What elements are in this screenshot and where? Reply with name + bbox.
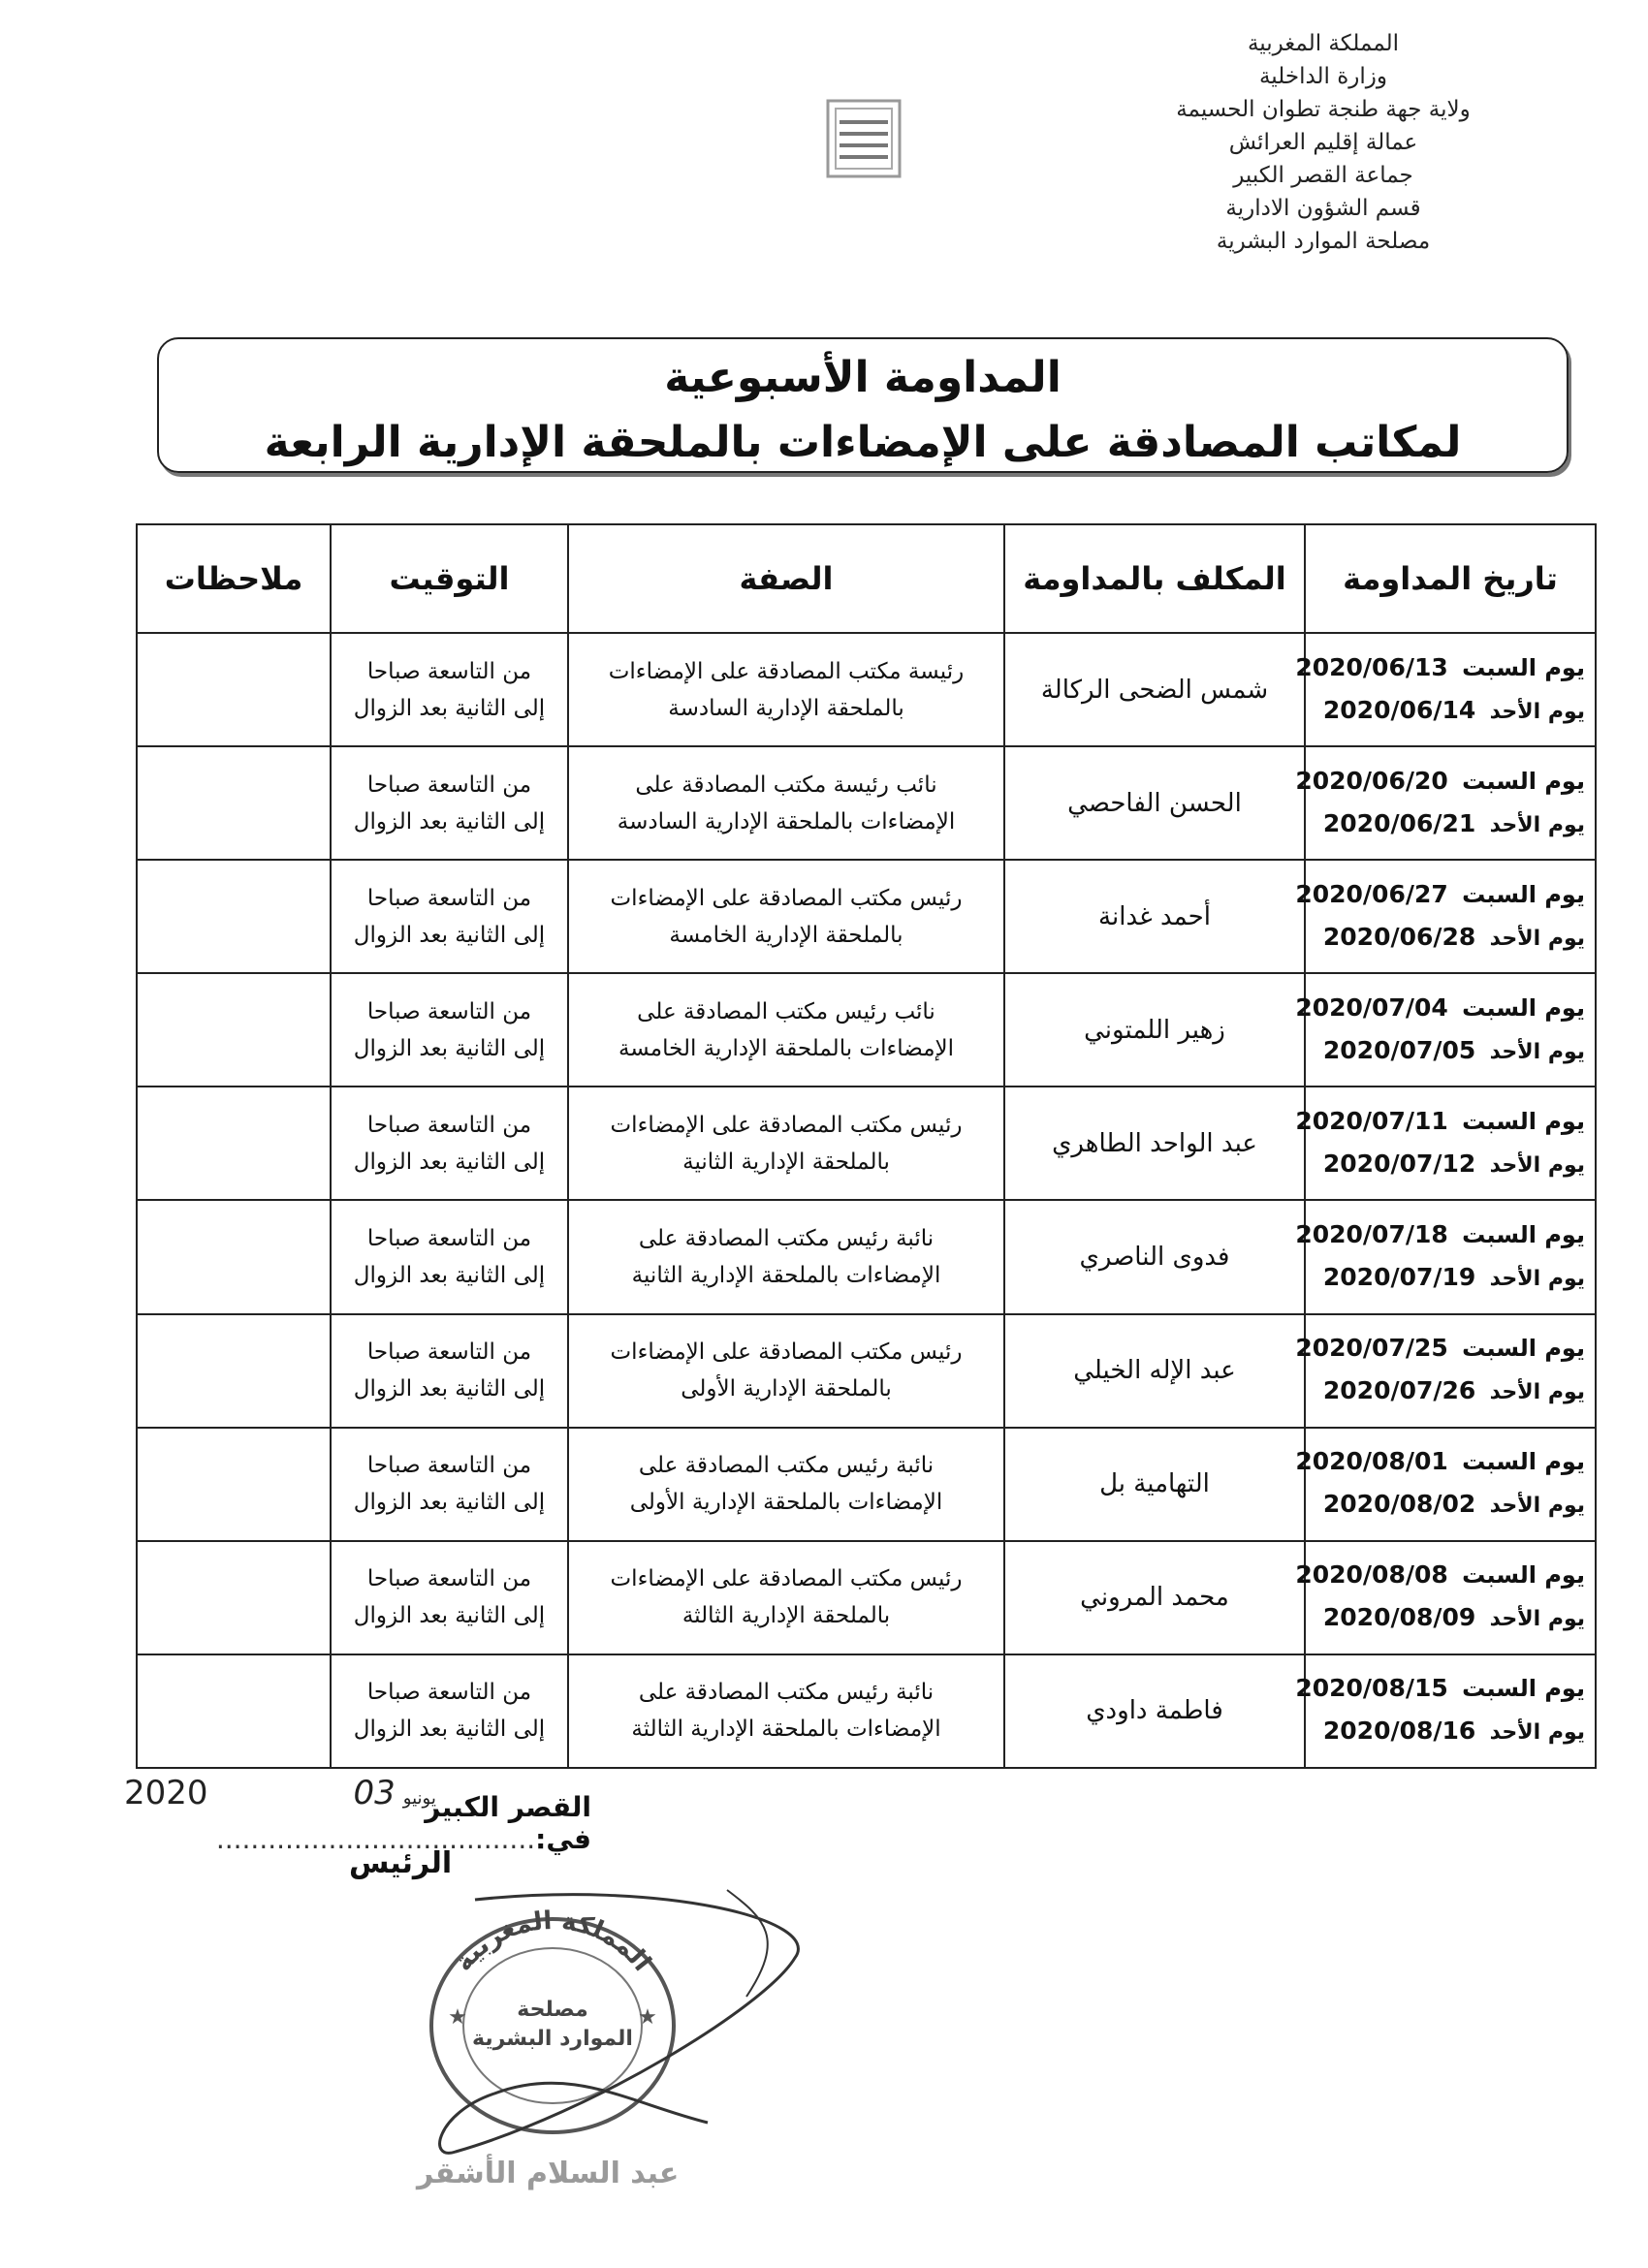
sunday-date: 2020/08/16: [1322, 1717, 1476, 1746]
duty-schedule-table: [136, 523, 1597, 1769]
sunday-line: يوم الأحد 2020/07/19: [1315, 1256, 1585, 1301]
duty-date-cell: [1295, 860, 1596, 973]
duty-date-cell: [1295, 1654, 1596, 1768]
role-line: رئيس مكتب المصادقة على الإمضاءات: [610, 1339, 963, 1366]
table-row: [137, 1314, 1596, 1428]
sunday-date: 2020/06/28: [1322, 922, 1476, 951]
table-row: [137, 746, 1596, 860]
table-header-row: [137, 524, 1596, 633]
sunday-line: يوم الأحد 2020/08/02: [1315, 1483, 1585, 1528]
time-start: من التاسعة صباحا: [366, 1566, 532, 1592]
president-label: الرئيس: [349, 1846, 453, 1880]
duty-date-cell: [1295, 1428, 1596, 1541]
person-cell: شمس الضحى الركالة: [1004, 633, 1305, 746]
duty-date-cell: [1295, 1087, 1596, 1200]
time-start: من التاسعة صباحا: [366, 885, 532, 911]
notes-cell: [137, 1087, 331, 1200]
date-day: 03: [353, 1774, 396, 1812]
time-start: من التاسعة صباحا: [366, 1339, 532, 1366]
notes-cell: [137, 973, 331, 1087]
duty-date-cell: [1295, 633, 1596, 746]
place-label: القصر الكبير في:: [425, 1791, 591, 1855]
saturday-line: يوم السبت 2020/06/20: [1315, 760, 1585, 803]
date-year: 2020: [124, 1774, 208, 1812]
sunday-line: يوم الأحد 2020/06/21: [1315, 803, 1585, 847]
role-line: نائبة رئيس مكتب المصادقة على: [638, 1680, 935, 1706]
stamp-star-icon: ★: [448, 2005, 467, 2030]
time-end: إلى الثانية بعد الزوال: [353, 922, 546, 948]
sunday-line: يوم الأحد 2020/08/16: [1315, 1710, 1585, 1754]
time-end: إلى الثانية بعد الزوال: [353, 1035, 546, 1061]
notes-cell: [137, 1314, 331, 1428]
stamp-line-2: الموارد البشرية: [472, 2027, 633, 2051]
table-row: [137, 860, 1596, 973]
saturday-date: 2020/08/15: [1295, 1674, 1448, 1703]
saturday-line: يوم السبت 2020/08/08: [1315, 1554, 1585, 1596]
handwritten-date: [124, 1774, 436, 1812]
administration-header: [1120, 27, 1527, 258]
saturday-line: يوم السبت 2020/06/27: [1315, 873, 1585, 916]
saturday-date: 2020/07/04: [1295, 992, 1448, 1022]
role-line: رئيس مكتب المصادقة على الإمضاءات: [610, 1112, 963, 1138]
time-start: من التاسعة صباحا: [366, 1226, 532, 1252]
time-end: إلى الثانية بعد الزوال: [353, 808, 546, 835]
time-cell: [331, 1428, 568, 1541]
duty-date-cell: [1295, 1314, 1596, 1428]
role-cell: [568, 860, 1004, 973]
role-cell: [568, 1541, 1004, 1654]
time-start: من التاسعة صباحا: [366, 1680, 532, 1706]
role-line: الإمضاءات بالملحقة الإدارية الثالثة: [631, 1717, 941, 1743]
role-line: نائب رئيسة مكتب المصادقة على: [635, 772, 937, 798]
sunday-date: 2020/07/19: [1322, 1263, 1476, 1292]
sunday-date: 2020/07/05: [1322, 1035, 1476, 1064]
header-notes: ملاحظات: [137, 524, 331, 633]
header-line: المملكة المغربية: [1247, 31, 1400, 56]
person-cell: التهامية بل: [1004, 1428, 1305, 1541]
role-cell: [568, 1200, 1004, 1313]
header-line: مصلحة الموارد البشرية: [1216, 229, 1431, 254]
header-person: المكلف بالمداومة: [1004, 524, 1305, 633]
role-line: نائب رئيس مكتب المصادقة على: [637, 998, 935, 1024]
saturday-line: يوم السبت 2020/07/18: [1315, 1213, 1585, 1256]
time-end: إلى الثانية بعد الزوال: [353, 1490, 546, 1516]
time-end: إلى الثانية بعد الزوال: [353, 1603, 546, 1629]
duty-date-cell: [1295, 1200, 1596, 1313]
saturday-date: 2020/06/13: [1295, 652, 1448, 681]
duty-date-cell: [1295, 973, 1596, 1087]
notes-cell: [137, 746, 331, 860]
time-start: من التاسعة صباحا: [366, 998, 532, 1024]
time-start: من التاسعة صباحا: [366, 1112, 532, 1138]
person-cell: أحمد غدانة: [1004, 860, 1305, 973]
stamp-star-icon: ★: [638, 2005, 657, 2030]
time-cell: [331, 633, 568, 746]
sunday-date: 2020/07/26: [1322, 1376, 1476, 1405]
header-date: تاريخ المداومة: [1305, 524, 1596, 633]
role-line: بالملحقة الإدارية الثانية: [682, 1149, 890, 1175]
notes-cell: [137, 860, 331, 973]
time-end: إلى الثانية بعد الزوال: [353, 695, 546, 721]
time-cell: [331, 1087, 568, 1200]
role-line: الإمضاءات بالملحقة الإدارية السادسة: [617, 808, 956, 835]
role-cell: [568, 1654, 1004, 1768]
saturday-date: 2020/07/18: [1295, 1220, 1448, 1249]
saturday-line: يوم السبت 2020/07/11: [1315, 1100, 1585, 1143]
role-line: بالملحقة الإدارية الثالثة: [681, 1603, 891, 1629]
time-cell: [331, 1654, 568, 1768]
stamp-line-1: مصلحة: [517, 1998, 588, 2022]
table-row: [137, 1428, 1596, 1541]
time-end: إلى الثانية بعد الزوال: [353, 1263, 546, 1289]
role-cell: [568, 1087, 1004, 1200]
notes-cell: [137, 1654, 331, 1768]
header-time: التوقيت: [331, 524, 568, 633]
time-end: إلى الثانية بعد الزوال: [353, 1717, 546, 1743]
role-cell: [568, 633, 1004, 746]
coat-of-arms-icon: [820, 95, 907, 182]
sunday-date: 2020/06/14: [1322, 695, 1476, 724]
saturday-date: 2020/08/08: [1295, 1560, 1448, 1590]
role-line: رئيس مكتب المصادقة على الإمضاءات: [610, 885, 963, 911]
time-end: إلى الثانية بعد الزوال: [353, 1376, 546, 1402]
role-cell: [568, 973, 1004, 1087]
person-cell: الحسن الفاحصي: [1004, 746, 1305, 860]
person-cell: عبد الإله الخيلي: [1004, 1314, 1305, 1428]
role-line: بالملحقة الإدارية السادسة: [668, 695, 904, 721]
person-cell: فاطمة داودي: [1004, 1654, 1305, 1768]
time-cell: [331, 1314, 568, 1428]
time-start: من التاسعة صباحا: [366, 1453, 532, 1479]
role-line: الإمضاءات بالملحقة الإدارية الثانية: [631, 1263, 941, 1289]
notes-cell: [137, 1428, 331, 1541]
saturday-line: يوم السبت 2020/07/04: [1315, 987, 1585, 1029]
table-row: [137, 633, 1596, 746]
sunday-date: 2020/06/21: [1322, 808, 1476, 837]
sunday-line: يوم الأحد 2020/07/05: [1315, 1029, 1585, 1074]
saturday-line: يوم السبت 2020/07/25: [1315, 1327, 1585, 1370]
person-cell: فدوى الناصري: [1004, 1200, 1305, 1313]
notes-cell: [137, 1541, 331, 1654]
place-and-date: القصر الكبير في:.....................................: [215, 1791, 591, 1855]
role-cell: [568, 1428, 1004, 1541]
time-cell: [331, 973, 568, 1087]
sunday-date: 2020/08/02: [1322, 1490, 1476, 1519]
table-row: [137, 1541, 1596, 1654]
page-title: المداومة الأسبوعية: [664, 353, 1062, 402]
role-line: رئيسة مكتب المصادقة على الإمضاءات: [608, 658, 965, 684]
role-line: نائبة رئيس مكتب المصادقة على: [638, 1226, 935, 1252]
table-row: [137, 1087, 1596, 1200]
saturday-date: 2020/06/20: [1295, 766, 1448, 795]
person-cell: محمد المروني: [1004, 1541, 1305, 1654]
person-cell: عبد الواحد الطاهري: [1004, 1087, 1305, 1200]
role-cell: [568, 746, 1004, 860]
time-end: إلى الثانية بعد الزوال: [353, 1149, 546, 1175]
sunday-line: يوم الأحد 2020/06/28: [1315, 916, 1585, 961]
saturday-date: 2020/06/27: [1295, 879, 1448, 908]
signature: [417, 1861, 824, 2171]
role-line: الإمضاءات بالملحقة الإدارية الخامسة: [618, 1035, 955, 1061]
saturday-date: 2020/08/01: [1295, 1447, 1448, 1476]
role-line: نائبة رئيس مكتب المصادقة على: [638, 1453, 935, 1479]
notes-cell: [137, 633, 331, 746]
saturday-date: 2020/07/11: [1295, 1106, 1448, 1135]
signer-name: عبد السلام الأشقر: [417, 2157, 680, 2190]
table-row: [137, 1200, 1596, 1313]
saturday-line: يوم السبت 2020/08/15: [1315, 1667, 1585, 1710]
header-line: قسم الشؤون الادارية: [1225, 196, 1421, 221]
duty-date-cell: [1295, 1541, 1596, 1654]
notes-cell: [137, 1200, 331, 1313]
time-cell: [331, 860, 568, 973]
role-cell: [568, 1314, 1004, 1428]
table-row: [137, 1654, 1596, 1768]
title-box: [157, 337, 1569, 473]
duty-date-cell: [1295, 746, 1596, 860]
page-subtitle: لمكاتب المصادقة على الإمضاءات بالملحقة الإدارية الرابعة: [264, 418, 1462, 467]
sunday-date: 2020/07/12: [1322, 1149, 1476, 1178]
header-line: جماعة القصر الكبير: [1233, 163, 1413, 188]
saturday-line: يوم السبت 2020/08/01: [1315, 1440, 1585, 1483]
sunday-date: 2020/08/09: [1322, 1603, 1476, 1632]
person-cell: زهير اللمتوني: [1004, 973, 1305, 1087]
time-cell: [331, 746, 568, 860]
saturday-line: يوم السبت 2020/06/13: [1315, 646, 1585, 689]
time-cell: [331, 1200, 568, 1313]
role-line: بالملحقة الإدارية الخامسة: [669, 922, 903, 948]
stamp-top-text: المملكة المغربية: [449, 1906, 657, 1977]
sunday-line: يوم الأحد 2020/08/09: [1315, 1596, 1585, 1641]
time-start: من التاسعة صباحا: [366, 772, 532, 798]
role-line: رئيس مكتب المصادقة على الإمضاءات: [610, 1566, 963, 1592]
date-month: يونيو: [402, 1788, 436, 1809]
header-line: عمالة إقليم العرائش: [1228, 130, 1418, 155]
saturday-date: 2020/07/25: [1295, 1334, 1448, 1363]
header-role: الصفة: [568, 524, 1004, 633]
time-start: من التاسعة صباحا: [366, 658, 532, 684]
header-line: وزارة الداخلية: [1258, 64, 1388, 89]
table-row: [137, 973, 1596, 1087]
sunday-line: يوم الأحد 2020/07/12: [1315, 1143, 1585, 1187]
sunday-line: يوم الأحد 2020/06/14: [1315, 689, 1585, 734]
sunday-line: يوم الأحد 2020/07/26: [1315, 1370, 1585, 1414]
role-line: بالملحقة الإدارية الأولى: [681, 1376, 892, 1402]
time-cell: [331, 1541, 568, 1654]
role-line: الإمضاءات بالملحقة الإدارية الأولى: [629, 1490, 943, 1516]
header-line: ولاية جهة طنجة تطوان الحسيمة: [1176, 97, 1471, 122]
